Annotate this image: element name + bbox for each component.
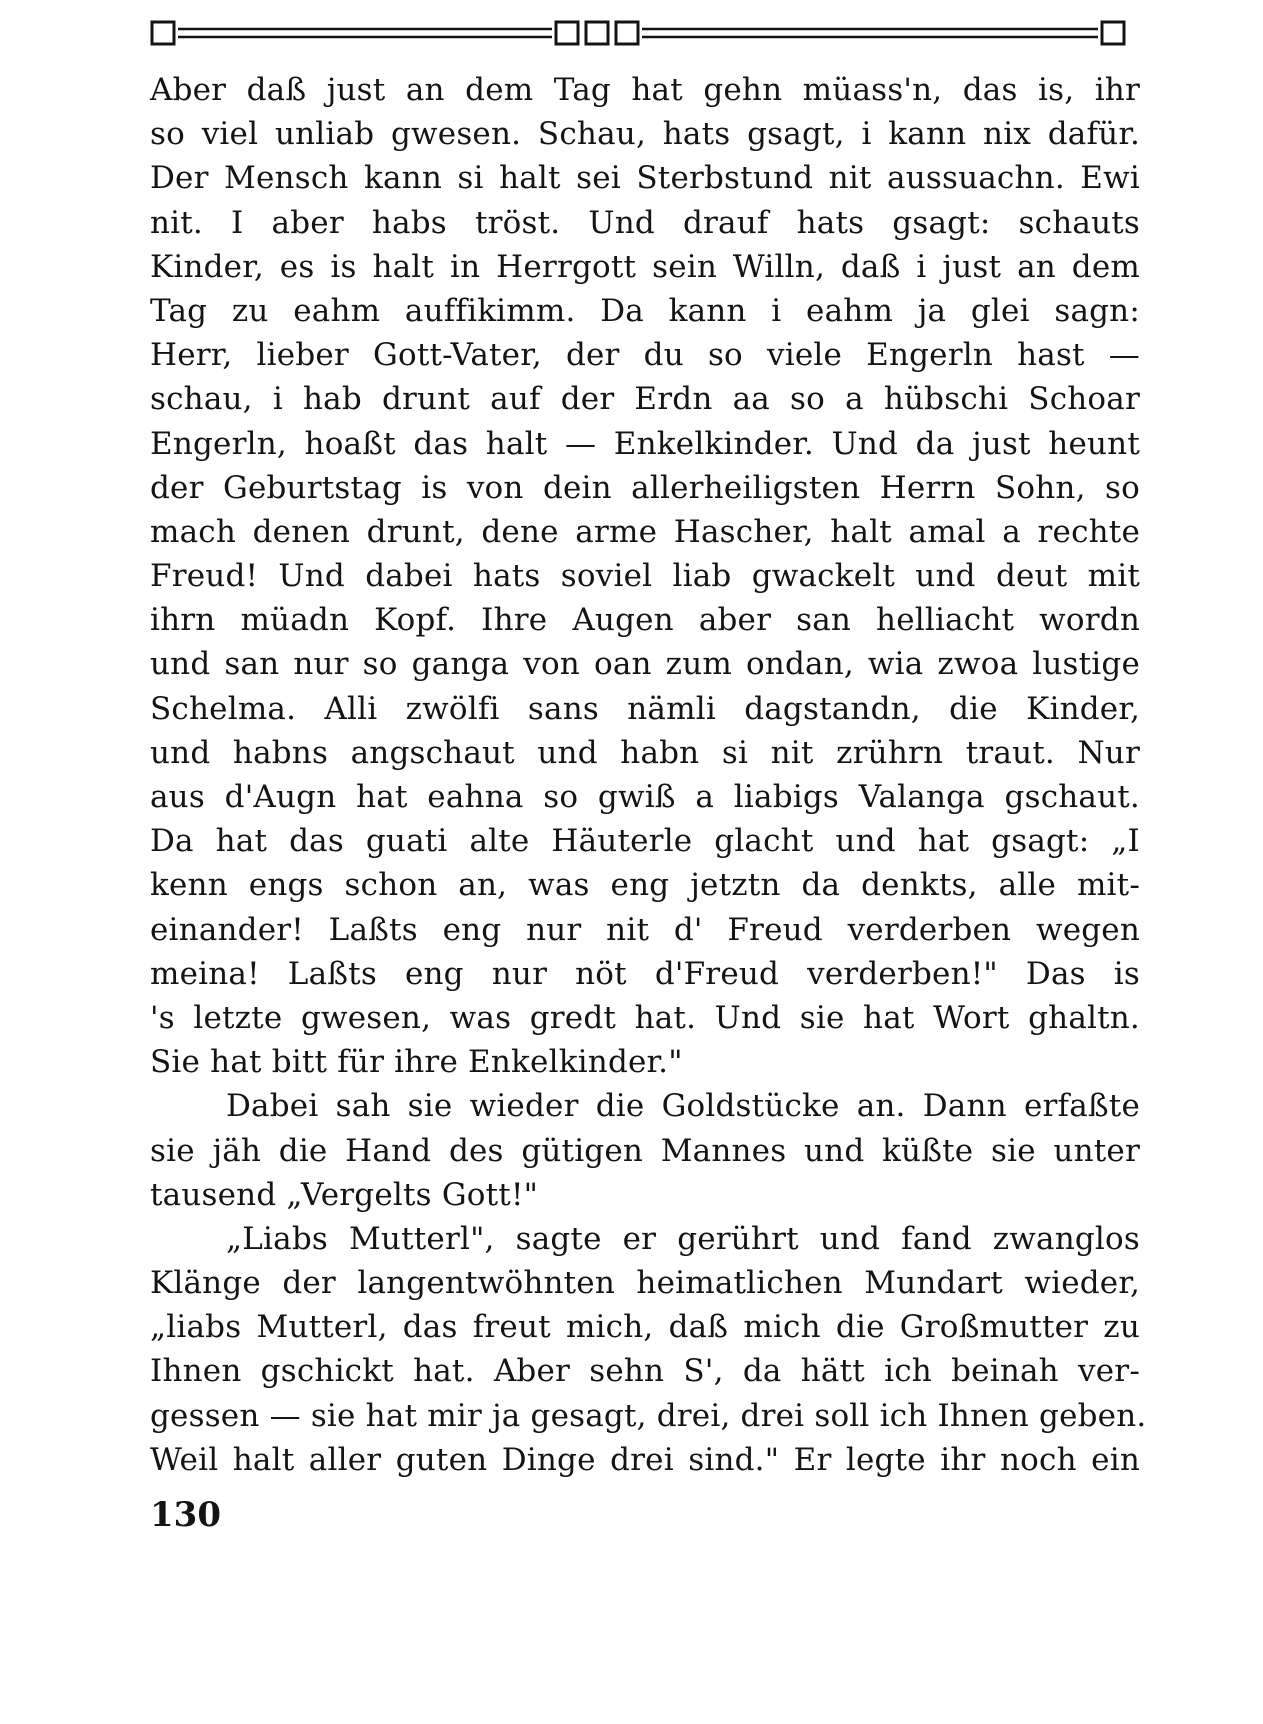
text-line: sie jäh die Hand des gütigen Mannes und küßte sie unter bbox=[150, 1132, 1140, 1169]
text-line: Engerln, hoaßt das halt — Enkelkinder. Und da just heunt bbox=[150, 425, 1140, 462]
text-line: Sie hat bitt für ihre Enkelkinder." bbox=[150, 1044, 683, 1081]
page-number: 130 bbox=[150, 1495, 221, 1535]
text-line: Tag zu eahm auffikimm. Da kann i eahm ja glei sagn: bbox=[150, 292, 1140, 329]
text-line: gessen — sie hat mir ja gesagt, drei, drei soll ich Ihnen geben. bbox=[150, 1397, 1147, 1434]
ornament-square-right bbox=[1102, 22, 1124, 44]
text-line: aus d'Augn hat eahna so gwiß a liabigs Valanga gschaut. bbox=[150, 779, 1140, 815]
text-line: Herr, lieber Gott-Vater, der du so viele Engerln hast — bbox=[150, 337, 1140, 374]
text-line: Freud! Und dabei hats soviel liab gwackelt und deut mit bbox=[150, 558, 1140, 595]
text-line: und san nur so ganga von oan zum ondan, wia zwoa lustige bbox=[150, 646, 1140, 683]
text-line: so viel unliab gwesen. Schau, hats gsagt, i kann nix dafür. bbox=[150, 116, 1140, 153]
text-line: mach denen drunt, dene arme Hascher, halt amal a rechte bbox=[150, 513, 1140, 550]
text-line: Dabei sah sie wieder die Goldstücke an. Dann erfaßte bbox=[226, 1088, 1140, 1125]
text-line: 's letzte gwesen, was gredt hat. Und sie hat Wort ghaltn. bbox=[150, 999, 1140, 1036]
text-line: „liabs Mutterl, das freut mich, daß mich die Großmutter zu bbox=[150, 1309, 1140, 1346]
text-line: Ihnen gschickt hat. Aber sehn S', da hätt ich beinah ver- bbox=[150, 1353, 1140, 1390]
text-line: meina! Laßts eng nur nöt d'Freud verderben!" Das is bbox=[150, 955, 1140, 992]
text-line: einander! Laßts eng nur nit d' Freud verderben wegen bbox=[150, 911, 1140, 948]
text-line: schau, i hab drunt auf der Erdn aa so a hübschi Schoar bbox=[150, 381, 1140, 418]
page-text bbox=[150, 68, 1147, 1482]
text-line: und habns angschaut und habn si nit zrührn traut. Nur bbox=[150, 734, 1140, 771]
text-line: kenn engs schon an, was eng jetztn da denkts, alle mit- bbox=[150, 867, 1140, 904]
text-line: Schelma. Alli zwölfi sans nämli dagstandn, die Kinder, bbox=[150, 690, 1140, 727]
text-line: Kinder, es is halt in Herrgott sein Willn, daß i just an dem bbox=[150, 248, 1140, 285]
text-line: tausend „Vergelts Gott!" bbox=[150, 1176, 539, 1213]
text-line: Aber daß just an dem Tag hat gehn müass'n, das is, ihr bbox=[150, 72, 1140, 108]
ornament-square-center-1 bbox=[556, 22, 578, 44]
text-line: der Geburtstag is von dein allerheiligsten Herrn Sohn, so bbox=[150, 469, 1140, 506]
text-line: Klänge der langentwöhnten heimatlichen Mundart wieder, bbox=[150, 1265, 1140, 1302]
text-line: Der Mensch kann si halt sei Sterbstund nit aussuachn. Ewi bbox=[150, 160, 1140, 197]
text-line: „Liabs Mutterl", sagte er gerührt und fand zwanglos bbox=[226, 1220, 1140, 1257]
ornament-square-center-2 bbox=[586, 22, 608, 44]
text-line: Da hat das guati alte Häuterle glacht und hat gsagt: „I bbox=[150, 823, 1140, 860]
text-line: ihrn müadn Kopf. Ihre Augen aber san helliacht wordn bbox=[150, 602, 1140, 639]
header-ornament bbox=[150, 16, 1130, 56]
ornament-square-center-3 bbox=[616, 22, 638, 44]
text-line: Weil halt aller guten Dinge drei sind." Er legte ihr noch ein bbox=[150, 1441, 1140, 1478]
ornament-square-left bbox=[152, 22, 174, 44]
text-line: nit. I aber habs tröst. Und drauf hats gsagt: schauts bbox=[150, 204, 1140, 241]
